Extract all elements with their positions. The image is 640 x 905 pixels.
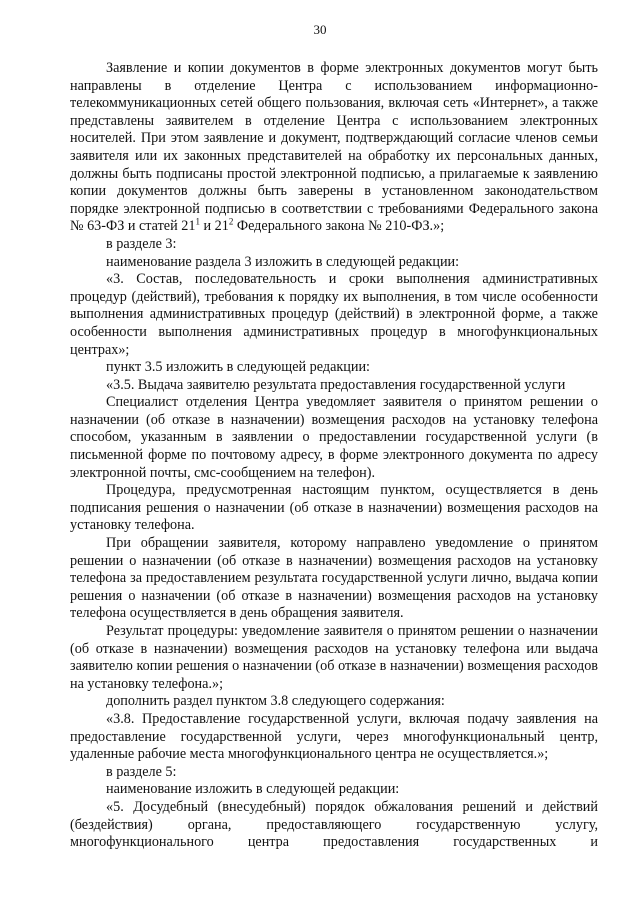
paragraph-section-5-intro: в разделе 5: xyxy=(106,763,177,780)
paragraph-notification: Специалист отделения Центра уведомляет заявителя о принятом решении о назначении (об отказе в назначении) возмещения расходов на установку телефона способом, указанным в заявлении о предоставлении государственной услуги (в письменной форме по почтовому адресу, в форме электронного документа по адресу электронной почты, смс-сообщением на телефон). xyxy=(70,394,598,481)
paragraph-item-3-5-title: «3.5. Выдача заявителю результата предоставления государственной услуги xyxy=(106,376,566,393)
paragraph-section-3-title-change: наименование раздела 3 изложить в следующей редакции: xyxy=(106,253,460,270)
document-body xyxy=(70,60,598,852)
paragraph-section-3-title: «3. Состав, последовательность и сроки выполнения административных процедур (действий), требования к порядку их выполнения, в том числе особенности выполнения административных процедур (действий) в электронной форме, а также особенности выполнения административных процедур в многофункциональных центрах»; xyxy=(70,271,598,358)
paragraph-section-5-title: «5. Досудебный (внесудебный) порядок обжалования решений и действий (бездействия) органа, предоставляющего государственную услугу, многофункционального центра предоставления государственных и xyxy=(70,798,598,851)
superscript-2: 2 xyxy=(228,216,234,227)
paragraph-item-3-5-change: пункт 3.5 изложить в следующей редакции: xyxy=(106,359,370,376)
superscript-1: 1 xyxy=(195,216,200,227)
paragraph-in-person: При обращении заявителя, которому направлено уведомление о принятом решении о назначении (об отказе в назначении) возмещения расходов на установку телефона за предоставлением результата государственной услуги лично, выдача копии решения о назначении (об отказе в назначении) возмещения расходов на установку телефона осуществляется в день обращения заявителя. xyxy=(70,535,598,622)
paragraph-section-3-intro: в разделе 3: xyxy=(106,235,177,252)
page-number: 30 xyxy=(313,22,327,37)
paragraph-result: Результат процедуры: уведомление заявителя о принятом решении о назначении (об отказе в назначении) возмещения расходов на установку телефона или выдача заявителю копии решения о назначении (об отказе в назначении) возмещения расходов на установку телефона.»; xyxy=(70,623,598,692)
paragraph-item-3-8: «3.8. Предоставление государственной услуги, включая подачу заявления на предоставление государственной услуги, через многофункциональный центр, удаленные рабочие места многофункционального центра не осуществляется.»; xyxy=(70,710,598,763)
paragraph-electronic-documents: Заявление и копии документов в форме электронных документов могут быть направлены в отделение Центра с использованием информационно-телекоммуникационных сетей общего пользования, включая сеть «Интернет», а также представлены заявителем в отделение Центра с использованием электронных носителей. При этом заявление и документ, подтверждающий согласие членов семьи заявителя или их законных представителей на обработку их персональных данных, должны быть подписаны простой электронной подписью, а прилагаемые к заявлению копии документов должны быть заверены в установленном законодательством порядке электронной подписью в соответствии с требованиями Федерального закона № 63-ФЗ и статей $21^1$ и $21^2$ Федерального закона № 210-ФЗ.»; xyxy=(70,60,598,235)
paragraph-procedure: Процедура, предусмотренная настоящим пунктом, осуществляется в день подписания решения о назначении (об отказе в назначении) возмещения расходов на установку телефона. xyxy=(70,482,598,534)
paragraph-section-5-title-change: наименование изложить в следующей редакции: xyxy=(106,781,400,798)
paragraph-item-3-8-add: дополнить раздел пунктом 3.8 следующего содержания: xyxy=(106,693,445,710)
